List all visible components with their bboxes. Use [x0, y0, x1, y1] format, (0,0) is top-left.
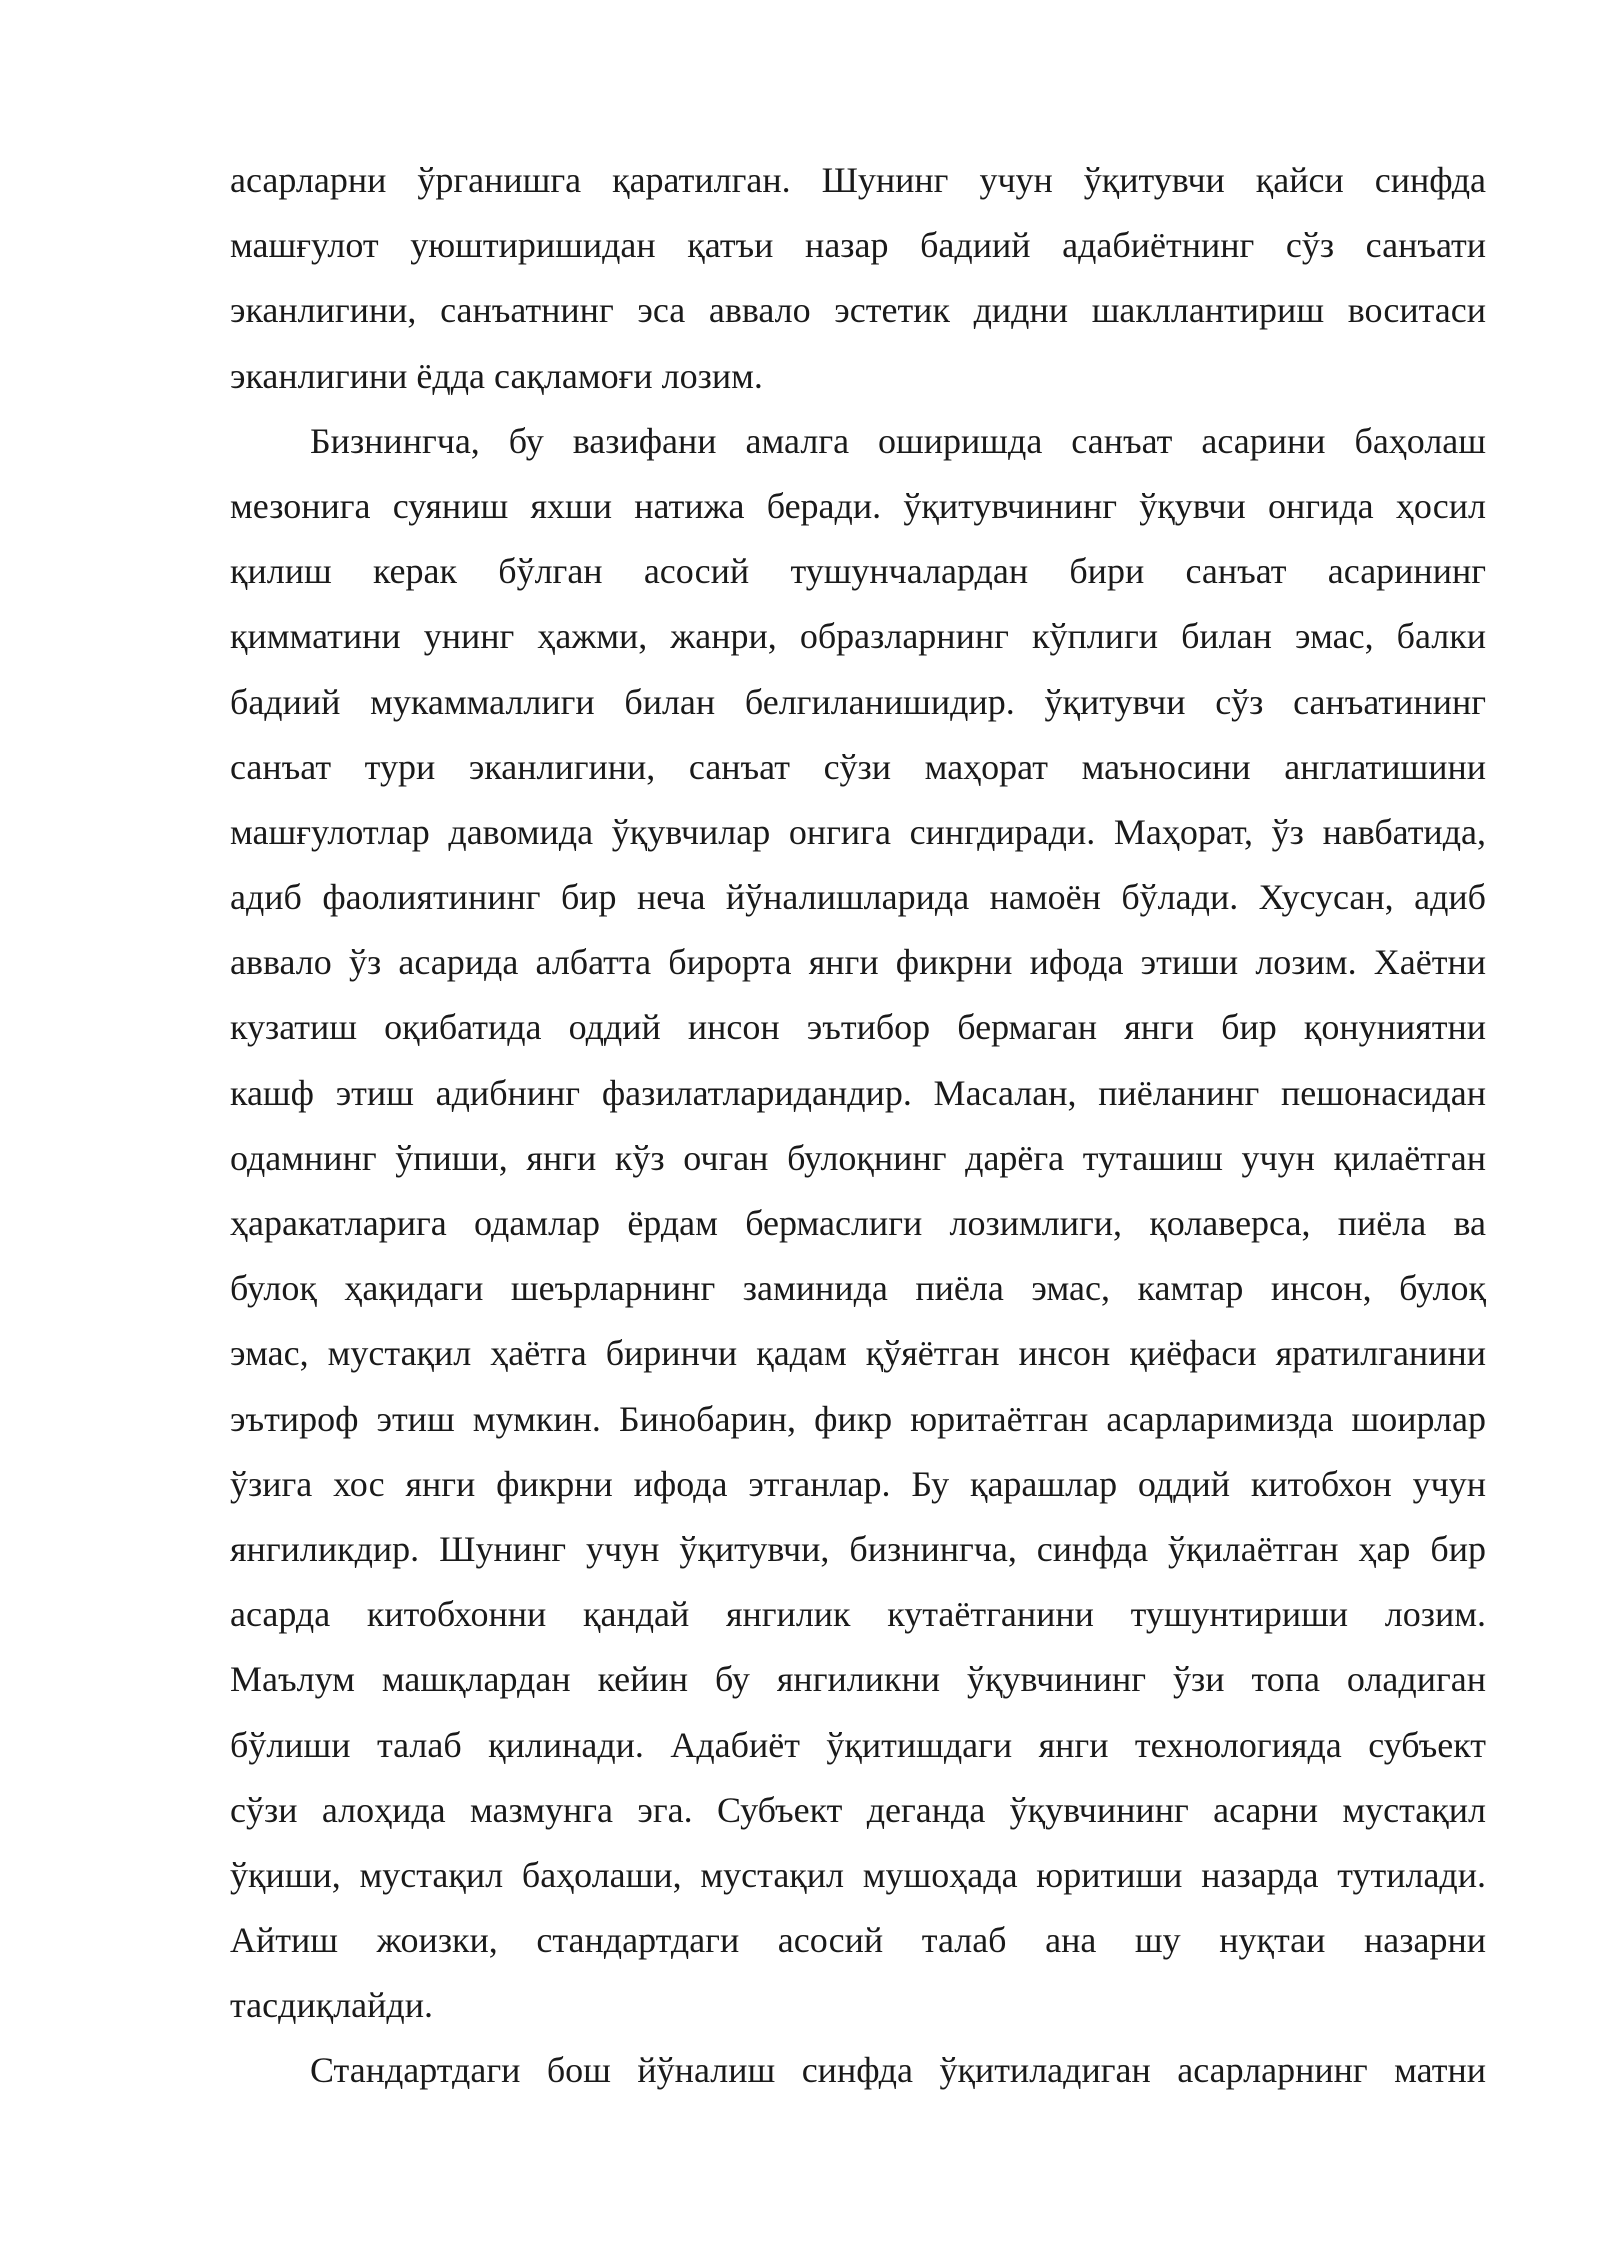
text-line: аввало ўз асарида албатта бирорта янги фикрни ифода этиши лозим. Хаётни — [230, 942, 1486, 983]
text-line: эканлигини ёдда сақламоғи лозим. — [230, 355, 763, 396]
text-line: Айтиш жоизки, стандартдаги асосий талаб ана шу нуқтаи назарни — [230, 1920, 1486, 1961]
text-line: одамнинг ўпиши, янги кўз очган булоқнинг дарёга туташиш учун қилаётган — [230, 1137, 1486, 1178]
text-line: Бизнингча, бу вазифани амалга оширишда санъат асарини баҳолаш — [310, 420, 1486, 461]
text-line: қилиш керак бўлган асосий тушунчалардан бири санъат асарининг — [230, 551, 1486, 592]
body-text — [230, 148, 1486, 2104]
text-line: янгиликдир. Шунинг учун ўқитувчи, бизнингча, синфда ўқилаётган ҳар бир — [230, 1528, 1486, 1569]
text-line: асарларни ўрганишга қаратилган. Шунинг учун ўқитувчи қайси синфда — [230, 160, 1486, 200]
text-line: кузатиш оқибатида оддий инсон эътибор бермаган янги бир қонуниятни — [230, 1007, 1486, 1048]
text-line: тасдиқлайди. — [230, 1985, 433, 2026]
text-line: Стандартдаги бош йўналиш синфда ўқитиладиган асарларнинг матни — [310, 2050, 1486, 2091]
text-line: эътироф этиш мумкин. Бинобарин, фикр юритаётган асарларимизда шоирлар — [230, 1398, 1486, 1439]
text-line: мезонига суяниш яхши натижа беради. ўқитувчининг ўқувчи онгида ҳосил — [230, 485, 1486, 526]
text-line: ўқиши, мустақил баҳолаши, мустақил мушоҳада юритиши назарда тутилади. — [230, 1854, 1486, 1895]
text-line: кашф этиш адибнинг фазилатларидандир. Масалан, пиёланинг пешонасидан — [230, 1072, 1486, 1113]
text-line: санъат тури эканлигини, санъат сўзи маҳорат маъносини англатишини — [230, 746, 1486, 787]
text-line: эмас, мустақил ҳаётга биринчи қадам қўяётган инсон қиёфаси яратилганини — [230, 1333, 1486, 1374]
text-line: бўлиши талаб қилинади. Адабиёт ўқитишдаги янги технологияда субъект — [230, 1724, 1486, 1765]
text-line: машғулотлар давомида ўқувчилар онгига сингдиради. Маҳорат, ўз навбатида, — [230, 811, 1486, 852]
text-line: Маълум машқлардан кейин бу янгиликни ўқувчининг ўзи топа оладиган — [230, 1659, 1486, 1700]
text-line: ўзига хос янги фикрни ифода этганлар. Бу қарашлар оддий китобхон учун — [230, 1463, 1486, 1504]
text-line: асарда китобхонни қандай янгилик кутаётганини тушунтириши лозим. — [230, 1594, 1486, 1635]
text-line: машғулот уюштиришидан қатъи назар бадиий адабиётнинг сўз санъати — [230, 225, 1486, 266]
text-line: бадиий мукаммаллиги билан белгиланишидир. ўқитувчи сўз санъатининг — [230, 681, 1486, 722]
text-line: қимматини унинг ҳажми, жанри, образларнинг кўплиги билан эмас, балки — [230, 616, 1486, 657]
text-line: ҳаракатларига одамлар ёрдам бермаслиги лозимлиги, қолаверса, пиёла ва — [230, 1203, 1486, 1243]
text-line: булоқ ҳақидаги шеърларнинг заминида пиёла эмас, камтар инсон, булоқ — [230, 1268, 1486, 1309]
text-line: сўзи алоҳида мазмунга эга. Субъект деганда ўқувчининг асарни мустақил — [230, 1789, 1486, 1830]
text-line: эканлигини, санъатнинг эса аввало эстетик дидни шакллантириш воситаси — [230, 290, 1486, 331]
text-line: адиб фаолиятининг бир неча йўналишларида намоён бўлади. Хусусан, адиб — [230, 877, 1486, 918]
